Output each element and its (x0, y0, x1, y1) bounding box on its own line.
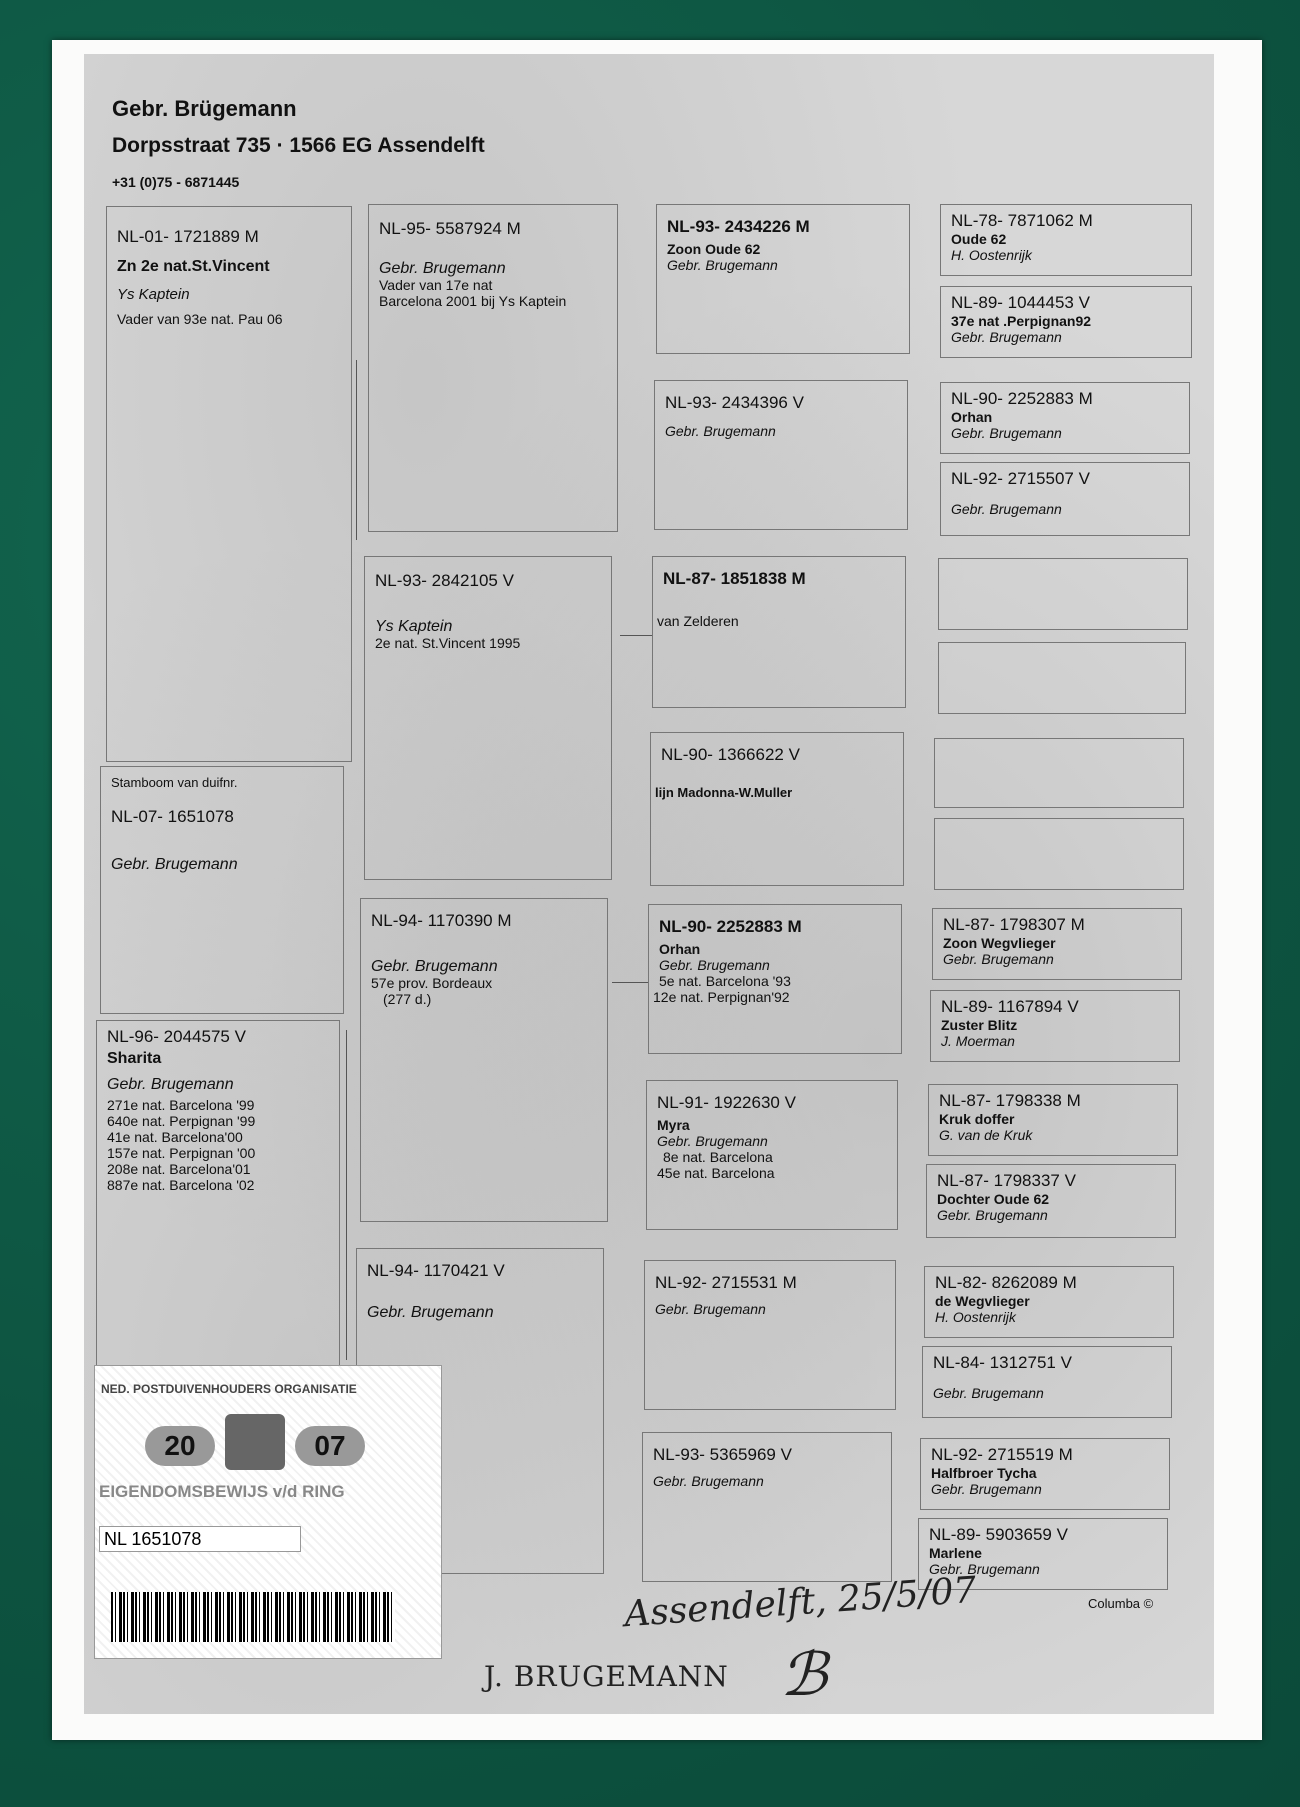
signature-scribble: ℬ (780, 1640, 828, 1710)
gen3-box (646, 1080, 898, 1230)
gen4-owner: Gebr. Brugemann (951, 329, 1062, 345)
gen4-box (926, 1164, 1176, 1238)
gen3-box (656, 204, 910, 354)
barcode (111, 1592, 395, 1642)
gen2-owner: Gebr. Brugemann (371, 958, 498, 975)
gen2-ring: NL-93- 2842105 V (375, 571, 514, 590)
gen4-ring: NL-82- 8262089 M (935, 1273, 1077, 1292)
gen3-ring: NL-90- 1366622 V (661, 745, 800, 764)
gen2-ring: NL-94- 1170421 V (367, 1261, 505, 1280)
card-year-b: 07 (295, 1426, 365, 1466)
gen4-name: Kruk doffer (939, 1111, 1015, 1127)
gen4-ring: NL-84- 1312751 V (933, 1353, 1072, 1372)
gen4-box (930, 990, 1180, 1062)
gen4-box (932, 908, 1182, 980)
dam-result: 208e nat. Barcelona'01 (107, 1161, 251, 1177)
gen3-ring: NL-90- 2252883 M (659, 917, 802, 936)
gen4-name: Orhan (951, 409, 993, 425)
dam-result: 157e nat. Perpignan '00 (107, 1145, 256, 1161)
gen4-name: Zuster Blitz (941, 1017, 1018, 1033)
card-org: NED. POSTDUIVENHOUDERS ORGANISATIE (101, 1382, 357, 1396)
dam-box (96, 1020, 340, 1372)
connector-line (620, 635, 652, 636)
dam-result: 271e nat. Barcelona '99 (107, 1097, 255, 1113)
gen2-box (364, 556, 612, 880)
gen4-box (940, 204, 1192, 276)
gen4-box (924, 1266, 1174, 1338)
gen4-owner: Gebr. Brugemann (943, 951, 1054, 967)
gen3-owner: van Zelderen (657, 613, 739, 629)
gen4-box (940, 382, 1190, 454)
gen4-name: Halfbroer Tycha (931, 1465, 1037, 1481)
gen3-box (650, 732, 904, 886)
gen4-box (940, 462, 1190, 536)
gen2-owner: Ys Kaptein (375, 618, 453, 635)
gen2-owner: Gebr. Brugemann (379, 260, 506, 277)
dam-result: 41e nat. Barcelona'00 (107, 1129, 243, 1145)
gen4-owner: H. Oostenrijk (951, 247, 1032, 263)
gen4-box (920, 1438, 1170, 1510)
gen3-owner: lijn Madonna-W.Muller (655, 785, 793, 800)
gen3-name: Zoon Oude 62 (667, 241, 761, 257)
gen4-empty-box (934, 818, 1184, 890)
gen4-empty-box (938, 642, 1186, 714)
gen3-box (654, 380, 908, 530)
connector-line (356, 360, 357, 540)
gen3-owner: Gebr. Brugemann (657, 1133, 768, 1149)
gen4-ring: NL-92- 2715507 V (951, 469, 1090, 488)
gen2-box (368, 204, 618, 532)
gen4-name: de Wegvlieger (935, 1293, 1030, 1309)
gen4-owner: Gebr. Brugemann (951, 501, 1062, 517)
gen4-owner: Gebr. Brugemann (929, 1561, 1040, 1577)
gen3-owner: Gebr. Brugemann (665, 423, 776, 439)
gen4-box (922, 1346, 1172, 1418)
connector-line (346, 1030, 347, 1360)
gen3-ring: NL-93- 5365969 V (653, 1445, 792, 1464)
gen4-name: 37e nat .Perpignan92 (951, 313, 1092, 329)
gen3-line: 12e nat. Perpignan'92 (653, 989, 790, 1005)
gen4-ring: NL-87- 1798337 V (937, 1171, 1076, 1190)
breeder-address: Dorpsstraat 735 · 1566 EG Assendelft (112, 134, 485, 157)
gen3-line: 8e nat. Barcelona (663, 1149, 773, 1165)
gen2-line: (277 d.) (383, 991, 432, 1007)
gen4-name: Zoon Wegvlieger (943, 935, 1056, 951)
gen4-ring: NL-87- 1798307 M (943, 915, 1085, 934)
stamboom-owner: Gebr. Brugemann (111, 856, 238, 873)
gen4-owner: Gebr. Brugemann (937, 1207, 1048, 1223)
dam-result: 640e nat. Perpignan '99 (107, 1113, 256, 1129)
gen2-line: 2e nat. St.Vincent 1995 (375, 635, 521, 651)
subject-box (106, 206, 352, 762)
gen4-name: Dochter Oude 62 (937, 1191, 1050, 1207)
subject-title: Zn 2e nat.St.Vincent (117, 258, 270, 275)
gen2-ring: NL-94- 1170390 M (371, 911, 512, 930)
signature-name: J. BRUGEMANN (484, 1660, 729, 1693)
gen3-owner: Gebr. Brugemann (667, 257, 778, 273)
gen4-box (928, 1084, 1178, 1156)
gen3-box (644, 1260, 896, 1410)
gen3-line: 5e nat. Barcelona '93 (659, 973, 791, 989)
gen3-ring: NL-87- 1851838 M (663, 569, 806, 588)
lion-emblem-icon (225, 1414, 285, 1470)
breeder-phone: +31 (0)75 - 6871445 (112, 174, 240, 190)
stamboom-label: Stamboom van duifnr. (111, 775, 238, 790)
gen3-ring: NL-92- 2715531 M (655, 1273, 797, 1292)
gen4-ring: NL-92- 2715519 M (931, 1445, 1073, 1464)
breeder-name: Gebr. Brügemann (112, 96, 297, 121)
gen4-owner: J. Moerman (941, 1033, 1015, 1049)
gen3-ring: NL-93- 2434226 M (667, 217, 810, 236)
gen4-ring: NL-89- 5903659 V (929, 1525, 1068, 1544)
dam-name: Sharita (107, 1050, 162, 1067)
dam-results (107, 1097, 329, 1193)
gen4-ring: NL-87- 1798338 M (939, 1091, 1081, 1110)
gen4-name: Oude 62 (951, 231, 1007, 247)
dam-ring: NL-96- 2044575 V (107, 1027, 246, 1046)
gen2-line: Vader van 17e nat (379, 277, 493, 293)
connector-line (612, 982, 648, 983)
gen4-box (940, 286, 1192, 358)
gen2-owner: Gebr. Brugemann (367, 1304, 494, 1321)
gen4-empty-box (938, 558, 1188, 630)
gen3-box (652, 556, 906, 708)
gen3-ring: NL-93- 2434396 V (665, 393, 804, 412)
gen3-owner: Gebr. Brugemann (653, 1473, 764, 1489)
stamboom-ring: NL-07- 1651078 (111, 807, 234, 826)
columba-brand: Columba © (1088, 1596, 1154, 1611)
card-title: EIGENDOMSBEWIJS v/d RING (99, 1482, 345, 1501)
gen3-box (642, 1432, 892, 1582)
stamboom-box (100, 766, 344, 1014)
gen2-box (360, 898, 608, 1222)
gen4-ring: NL-90- 2252883 M (951, 389, 1093, 408)
gen2-line: Barcelona 2001 bij Ys Kaptein (379, 293, 567, 309)
gen4-owner: Gebr. Brugemann (931, 1481, 1042, 1497)
gen2-line: 57e prov. Bordeaux (371, 975, 493, 991)
gen3-owner: Gebr. Brugemann (659, 957, 770, 973)
gen4-ring: NL-78- 7871062 M (951, 211, 1093, 230)
gen3-line: 45e nat. Barcelona (657, 1165, 775, 1181)
ownership-card (94, 1365, 442, 1659)
gen4-owner: H. Oostenrijk (935, 1309, 1016, 1325)
subject-ring: NL-01- 1721889 M (117, 227, 259, 246)
gen3-name: Myra (657, 1117, 690, 1133)
dam-owner: Gebr. Brugemann (107, 1076, 234, 1093)
card-ring-number: NL 1651078 (99, 1526, 301, 1552)
dam-result: 887e nat. Barcelona '02 (107, 1177, 255, 1193)
gen3-box (648, 904, 902, 1054)
gen3-owner: Gebr. Brugemann (655, 1301, 766, 1317)
subject-note: Vader van 93e nat. Pau 06 (117, 311, 283, 327)
gen4-owner: Gebr. Brugemann (933, 1385, 1044, 1401)
gen4-name: Marlene (929, 1545, 982, 1561)
gen4-ring: NL-89- 1044453 V (951, 293, 1090, 312)
gen4-ring: NL-89- 1167894 V (941, 997, 1079, 1016)
gen4-owner: Gebr. Brugemann (951, 425, 1062, 441)
gen3-name: Orhan (659, 941, 701, 957)
place-date: Assendelft, 25/5/07 (622, 1569, 978, 1636)
gen4-empty-box (934, 738, 1184, 808)
gen4-owner: G. van de Kruk (939, 1127, 1033, 1143)
card-year-a: 20 (145, 1426, 215, 1466)
gen2-ring: NL-95- 5587924 M (379, 219, 521, 238)
gen3-ring: NL-91- 1922630 V (657, 1093, 796, 1112)
subject-breeder: Ys Kaptein (117, 286, 190, 303)
